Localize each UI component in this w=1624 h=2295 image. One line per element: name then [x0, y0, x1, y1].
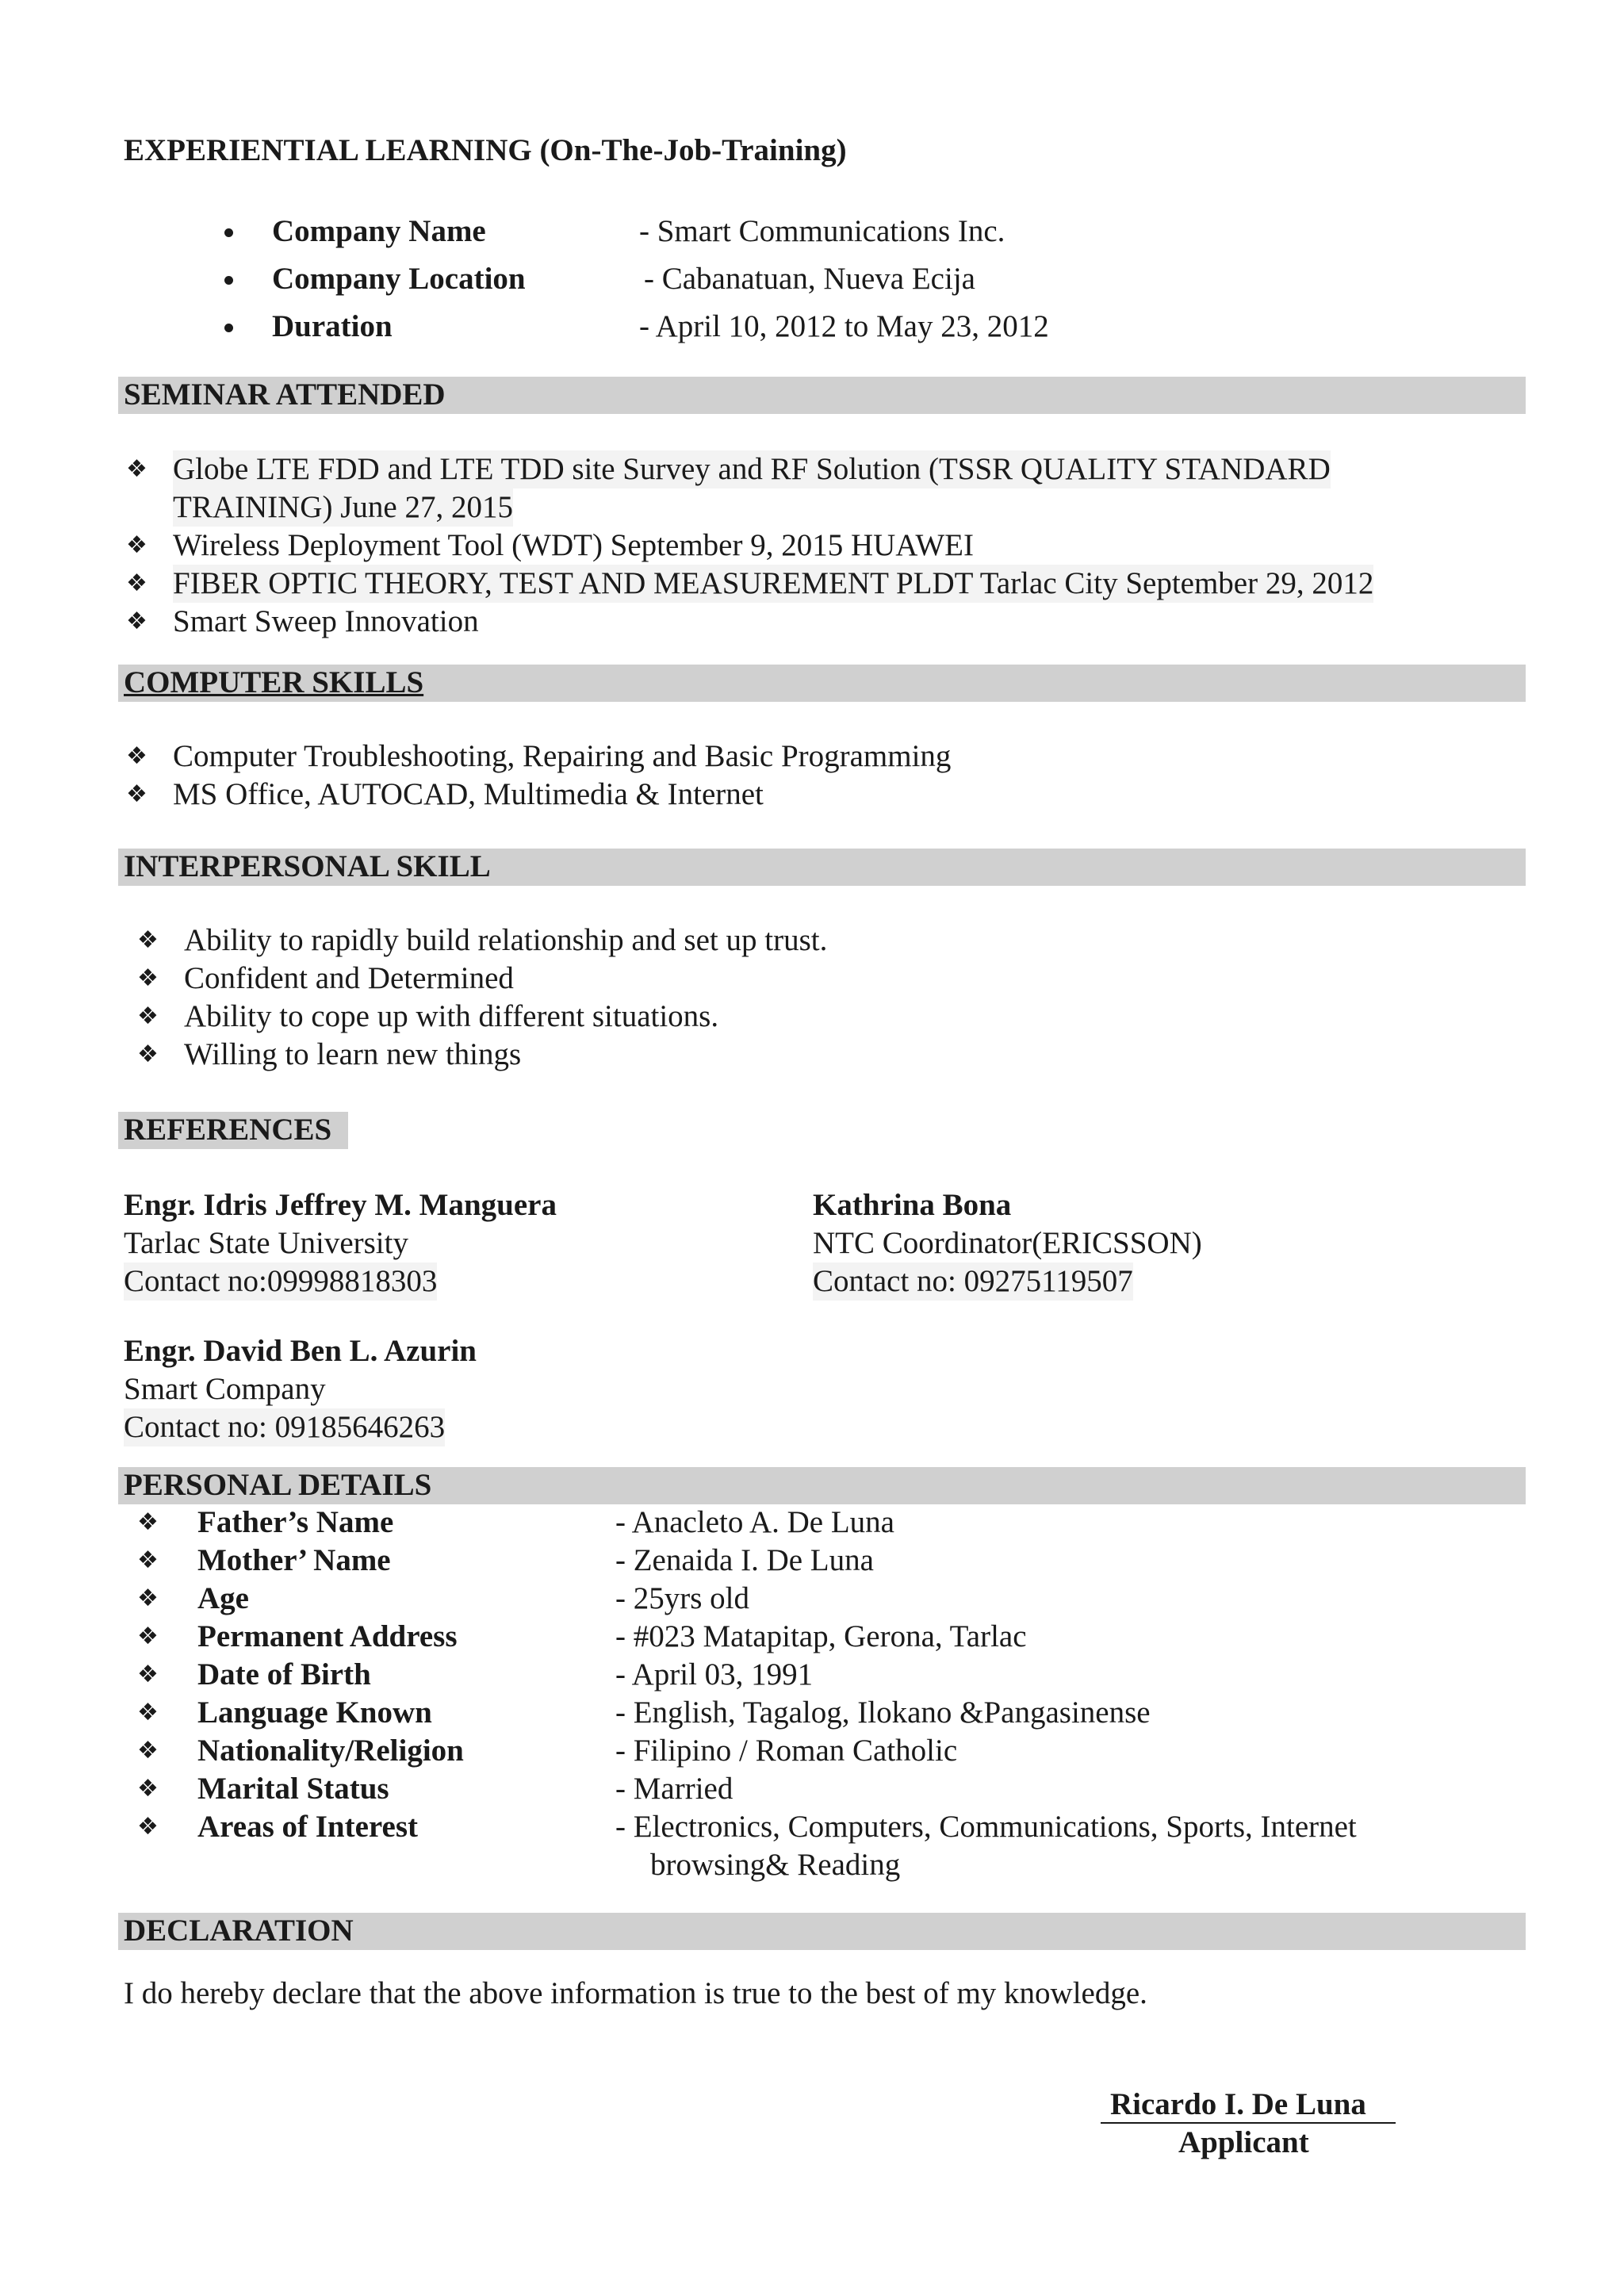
four-diamond-bullet-icon: ❖	[137, 1584, 159, 1612]
reference-contact: Contact no: 09275119507	[813, 1262, 1133, 1301]
seminar-item-cont: TRAINING) June 27, 2015	[173, 489, 513, 527]
computer-skills-heading: COMPUTER SKILLS	[124, 665, 424, 699]
reference-org: Smart Company	[124, 1372, 326, 1406]
reference-name: Engr. Idris Jeffrey M. Manguera	[124, 1188, 557, 1222]
bullet-dot-icon	[224, 228, 233, 237]
personal-value-cont: browsing& Reading	[650, 1848, 901, 1882]
personal-label: Nationality/Religion	[197, 1734, 464, 1768]
four-diamond-bullet-icon: ❖	[137, 1040, 159, 1068]
personal-value: - Anacleto A. De Luna	[615, 1505, 894, 1539]
personal-value: - Filipino / Roman Catholic	[615, 1734, 958, 1768]
seminar-item: Globe LTE FDD and LTE TDD site Survey and RF Solution (TSSR QUALITY STANDARD	[173, 450, 1331, 489]
four-diamond-bullet-icon: ❖	[126, 780, 147, 808]
bullet-dot-icon	[224, 324, 233, 332]
declaration-text: I do hereby declare that the above information is true to the best of my knowledge.	[124, 1976, 1147, 2010]
ojt-title: EXPERIENTIAL LEARNING (On-The-Job-Training)	[124, 133, 847, 167]
ojt-value: - April 10, 2012 to May 23, 2012	[639, 309, 1049, 343]
interpersonal-item: Willing to learn new things	[184, 1037, 522, 1071]
references-heading: REFERENCES	[124, 1113, 332, 1147]
ojt-label: Company Name	[272, 214, 486, 248]
personal-label: Permanent Address	[197, 1619, 458, 1653]
four-diamond-bullet-icon: ❖	[137, 1661, 159, 1688]
four-diamond-bullet-icon: ❖	[137, 1737, 159, 1764]
four-diamond-bullet-icon: ❖	[126, 455, 147, 483]
four-diamond-bullet-icon: ❖	[137, 1699, 159, 1726]
four-diamond-bullet-icon: ❖	[126, 531, 147, 559]
ojt-value: - Cabanatuan, Nueva Ecija	[644, 262, 975, 296]
computer-skill-item: MS Office, AUTOCAD, Multimedia & Internet	[173, 777, 764, 811]
bullet-dot-icon	[224, 276, 233, 285]
personal-label: Language Known	[197, 1695, 432, 1730]
ojt-label: Duration	[272, 309, 393, 343]
personal-value: - Electronics, Computers, Communications, Sports, Internet	[615, 1810, 1357, 1844]
interpersonal-item: Ability to rapidly build relationship and set up trust.	[184, 923, 828, 957]
ojt-value: - Smart Communications Inc.	[639, 214, 1005, 248]
reference-contact: Contact no: 09185646263	[124, 1408, 445, 1446]
seminar-heading: SEMINAR ATTENDED	[124, 377, 446, 412]
four-diamond-bullet-icon: ❖	[126, 742, 147, 770]
declaration-heading: DECLARATION	[124, 1914, 354, 1948]
applicant-role: Applicant	[1178, 2125, 1309, 2159]
personal-label: Father’s Name	[197, 1505, 394, 1539]
seminar-item: FIBER OPTIC THEORY, TEST AND MEASUREMENT PLDT Tarlac City September 29, 2012	[173, 565, 1373, 603]
four-diamond-bullet-icon: ❖	[137, 1002, 159, 1030]
four-diamond-bullet-icon: ❖	[137, 1775, 159, 1803]
reference-org: Tarlac State University	[124, 1226, 408, 1260]
personal-label: Mother’ Name	[197, 1543, 391, 1577]
personal-label: Age	[197, 1581, 249, 1615]
personal-label: Areas of Interest	[197, 1810, 418, 1844]
four-diamond-bullet-icon: ❖	[137, 1813, 159, 1841]
interpersonal-item: Confident and Determined	[184, 961, 514, 995]
personal-value: - Zenaida I. De Luna	[615, 1543, 874, 1577]
four-diamond-bullet-icon: ❖	[126, 569, 147, 597]
reference-org: NTC Coordinator(ERICSSON)	[813, 1226, 1202, 1260]
personal-value: - English, Tagalog, Ilokano &Pangasinense	[615, 1695, 1151, 1730]
seminar-item: Wireless Deployment Tool (WDT) September 9, 2015 HUAWEI	[173, 528, 974, 562]
four-diamond-bullet-icon: ❖	[137, 1508, 159, 1536]
reference-name: Kathrina Bona	[813, 1188, 1012, 1222]
reference-contact: Contact no:09998818303	[124, 1262, 437, 1301]
four-diamond-bullet-icon: ❖	[137, 926, 159, 954]
personal-value: - 25yrs old	[615, 1581, 749, 1615]
seminar-item: Smart Sweep Innovation	[173, 604, 479, 638]
applicant-name: Ricardo I. De Luna	[1110, 2087, 1366, 2121]
personal-value: - Married	[615, 1772, 733, 1806]
four-diamond-bullet-icon: ❖	[137, 1623, 159, 1650]
personal-heading: PERSONAL DETAILS	[124, 1468, 432, 1502]
personal-label: Date of Birth	[197, 1657, 371, 1692]
personal-value: - April 03, 1991	[615, 1657, 814, 1692]
interpersonal-heading: INTERPERSONAL SKILL	[124, 849, 491, 883]
four-diamond-bullet-icon: ❖	[137, 964, 159, 992]
personal-value: - #023 Matapitap, Gerona, Tarlac	[615, 1619, 1027, 1653]
personal-label: Marital Status	[197, 1772, 389, 1806]
ojt-label: Company Location	[272, 262, 526, 296]
reference-name: Engr. David Ben L. Azurin	[124, 1334, 477, 1368]
computer-skill-item: Computer Troubleshooting, Repairing and Basic Programming	[173, 739, 952, 773]
interpersonal-item: Ability to cope up with different situations.	[184, 999, 719, 1033]
four-diamond-bullet-icon: ❖	[137, 1546, 159, 1574]
four-diamond-bullet-icon: ❖	[126, 607, 147, 635]
